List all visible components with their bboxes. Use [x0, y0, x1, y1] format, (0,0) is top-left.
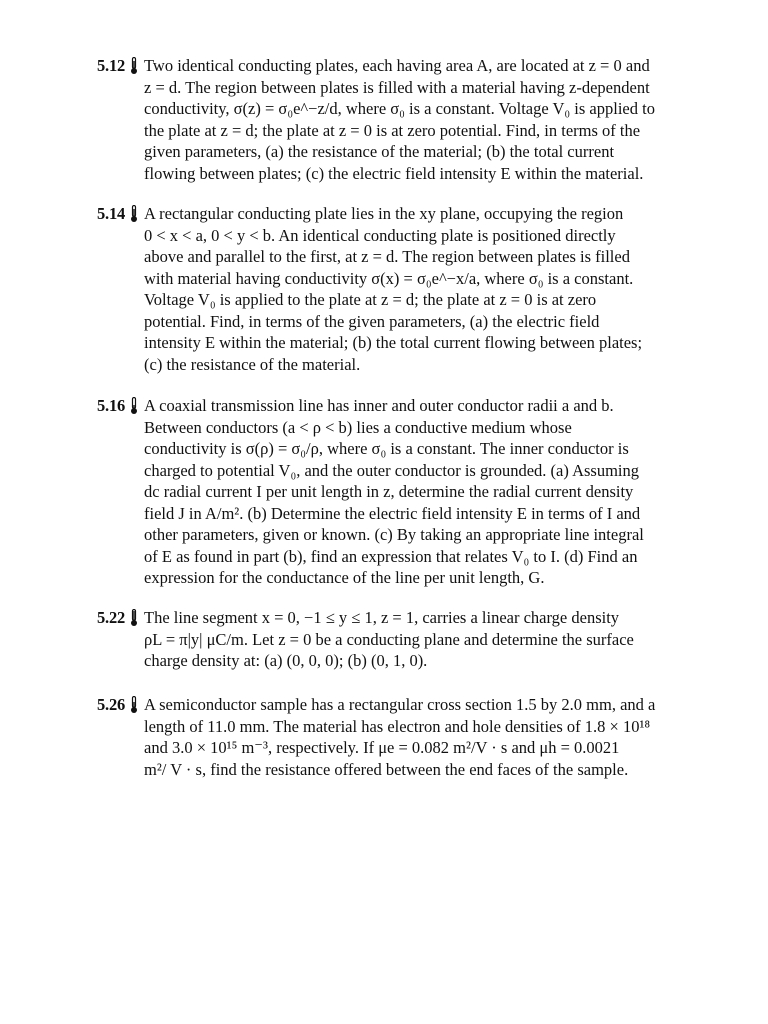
text-line: and 3.0 × 10¹⁵ m⁻³, respectively. If μe = 0.082 m²/V · s and μh = 0.0021: [144, 738, 620, 757]
problem-text: [144, 203, 687, 375]
thermometer-icon: [129, 397, 139, 415]
problem-number: 5.12: [97, 56, 126, 75]
text-line: expression for the conductance of the line per unit length, G.: [144, 568, 545, 587]
problem-number: 5.26: [97, 695, 126, 714]
thermometer-icon: [129, 696, 139, 714]
problem-5-16: [97, 395, 687, 589]
text-line: dc radial current I per unit length in z, determine the radial current density: [144, 482, 634, 501]
text-line: flowing between plates; (c) the electric field intensity E within the material.: [144, 163, 644, 183]
text-line: Two identical conducting plates, each having area A, are located at z = 0 and: [144, 56, 650, 75]
text-line: A semiconductor sample has a rectangular cross section 1.5 by 2.0 mm, and a: [144, 695, 656, 714]
problem-5-26: [97, 694, 687, 780]
text-line: intensity E within the material; (b) the total current flowing between plates;: [144, 333, 643, 352]
text-line: of E as found in part (b), find an expression that relates V₀ to I. (d) Find an: [144, 546, 638, 566]
problem-number: 5.14: [97, 204, 126, 223]
problem-number: 5.22: [97, 608, 126, 627]
text-line: given parameters, (a) the resistance of the material; (b) the total current: [144, 142, 615, 161]
problem-5-12: [97, 55, 687, 184]
thermometer-icon: [129, 57, 139, 75]
text-line: field J in A/m². (b) Determine the electric field intensity E in terms of I and: [144, 503, 641, 523]
problem-text: [144, 607, 687, 672]
text-line: charged to potential V₀, and the outer conductor is grounded. (a) Assuming: [144, 460, 639, 480]
text-line: the plate at z = d; the plate at z = 0 is at zero potential. Find, in terms of the: [144, 120, 641, 140]
problem-5-22: [97, 607, 687, 672]
text-line: Voltage V₀ is applied to the plate at z = d; the plate at z = 0 is at zero: [144, 290, 597, 309]
text-line: ρL = π|y| μC/m. Let z = 0 be a conducting plane and determine the surface: [144, 629, 634, 649]
text-line: The line segment x = 0, −1 ≤ y ≤ 1, z = 1, carries a linear charge density: [144, 608, 620, 627]
text-line: length of 11.0 mm. The material has electron and hole densities of 1.8 × 10¹⁸: [144, 716, 651, 736]
text-line: other parameters, given or known. (c) By taking an appropriate line integral: [144, 525, 644, 544]
problem-text: [144, 395, 687, 589]
text-line: A coaxial transmission line has inner and outer conductor radii a and b.: [144, 396, 614, 415]
text-line: z = d. The region between plates is filled with a material having z-dependent: [144, 77, 650, 97]
text-line: Between conductors (a < ρ < b) lies a conductive medium whose: [144, 417, 572, 437]
text-line: conductivity is σ(ρ) = σ₀/ρ, where σ₀ is a constant. The inner conductor is: [144, 439, 629, 458]
text-line: A rectangular conducting plate lies in the xy plane, occupying the region: [144, 204, 624, 223]
text-line: (c) the resistance of the material.: [144, 354, 361, 374]
problem-text: [144, 55, 687, 184]
problem-number: 5.16: [97, 396, 126, 415]
text-line: potential. Find, in terms of the given parameters, (a) the electric field: [144, 311, 600, 331]
problem-text: [144, 694, 687, 780]
thermometer-icon: [129, 609, 139, 627]
text-line: conductivity, σ(z) = σ₀e^−z/d, where σ₀ is a constant. Voltage V₀ is applied to: [144, 99, 655, 118]
text-line: m²/ V · s, find the resistance offered between the end faces of the sample.: [144, 759, 629, 779]
problem-5-14: [97, 203, 687, 375]
text-line: with material having conductivity σ(x) = σ₀e^−x/a, where σ₀ is a constant.: [144, 268, 634, 288]
text-line: 0 < x < a, 0 < y < b. An identical conducting plate is positioned directly: [144, 225, 616, 245]
thermometer-icon: [129, 205, 139, 223]
text-line: charge density at: (a) (0, 0, 0); (b) (0, 1, 0).: [144, 651, 428, 670]
text-line: above and parallel to the first, at z = d. The region between plates is filled: [144, 247, 630, 266]
